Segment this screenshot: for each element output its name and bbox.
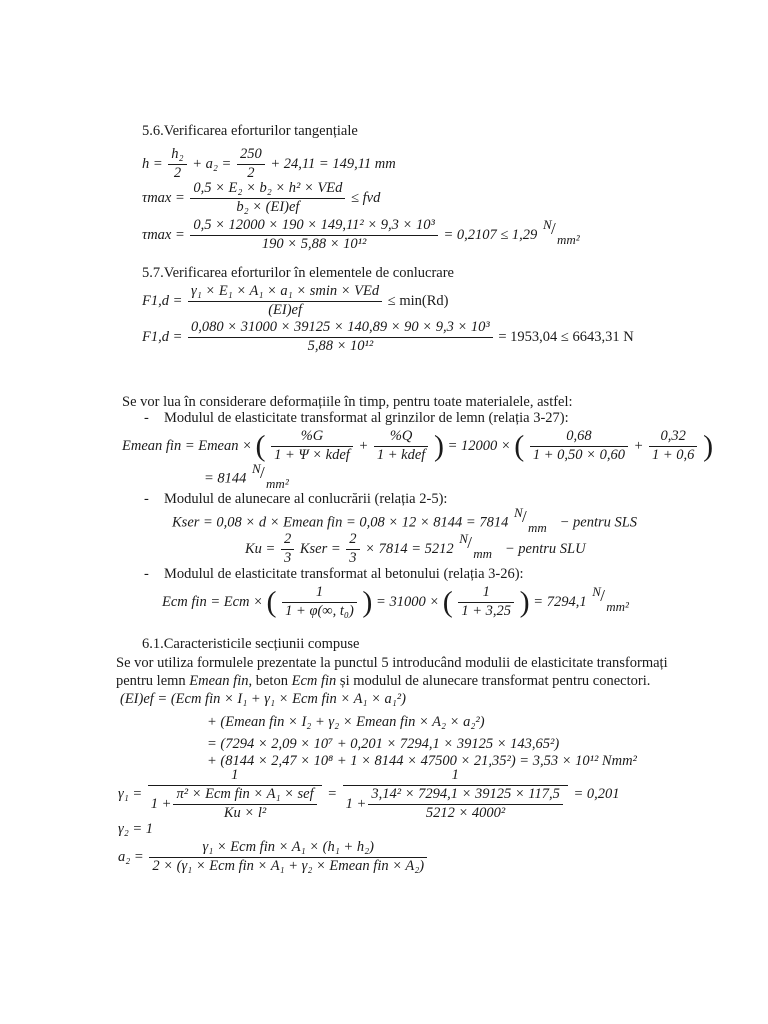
paragraph-text: și modulul de alunecare transformat pentru conectori. (339, 673, 651, 689)
fraction-denominator: 1 + 0,50 × 0,60 (530, 446, 628, 464)
formula-ecm-fin: Ecm fin = Ecm × ( $\frac{1}{\text{1 + φ(∞, t₀)}}$ ) = 31000 × ( $\frac{1}{1 + 3,25}$ ) = 7294,1 N / mm² (162, 585, 634, 620)
formula-body: Kser = 0,08 × d × Emean fin = 0,08 × 12 × 8144 = 7814 (172, 514, 509, 531)
unit-n-per-mm2: N / mm² (252, 461, 289, 491)
formula-rhs: = 0,2107 ≤ 1,29 (443, 226, 538, 243)
fraction-denominator: 2 × (γ₁ × Ecm fin × A₁ + γ₂ × Emean fin × A₂) (149, 857, 427, 875)
fraction-denominator: 1 + π² × Ecm fin × A₁ × sef Ku × l² (148, 785, 322, 822)
fraction-denominator: 1 + φ(∞, t₀) (282, 602, 357, 620)
fraction-denominator: 2 (168, 164, 186, 182)
formula-h-lhs: h = (142, 155, 163, 172)
formula-lhs: τmax = (142, 189, 185, 206)
formula-gamma1 (118, 768, 620, 822)
fraction-denominator: 1 + kdef (374, 446, 428, 464)
fraction-denominator: 1 + 0,6 (649, 446, 697, 464)
fraction-denominator: (EI)ef (188, 301, 382, 319)
fraction-numerator: 0,32 (660, 428, 686, 444)
formula-gamma2: γ₂ = 1 (118, 821, 154, 837)
formula-rhs: × 7814 = 5212 (365, 540, 454, 557)
paragraph-line-2 (116, 674, 650, 690)
formula-a2 (118, 840, 429, 875)
fraction-denominator: 190 × 5,88 × 10¹² (190, 235, 437, 253)
bullet-text-wood-modulus: Modulul de elasticitate transformat al grinzilor de lemn (relația 3-27): (164, 410, 569, 426)
paragraph-symbol: Ecm fin (291, 673, 337, 689)
fraction-numerator: 2 (349, 531, 357, 547)
deformation-intro: Se vor lua în considerare deformațiile în timp, pentru toate materialele, astfel: (122, 394, 573, 410)
fraction-denominator: 1 + 3,25 (458, 602, 514, 620)
formula-lhs: F1,d = (142, 328, 183, 345)
paragraph-text: pentru lemn (116, 673, 186, 689)
formula-lhs: F1,d = (142, 292, 183, 309)
formula-ku (245, 532, 586, 567)
fraction (188, 284, 382, 319)
fraction (148, 768, 322, 822)
formula-ei-line-1: (EI)ef = (Ecm fin × I₁ + γ₁ × Ecm fin × A₁ × a₁²) (120, 691, 406, 707)
fraction (368, 787, 563, 822)
formula-f1d-numeric (142, 320, 634, 355)
formula-emean-result (204, 461, 294, 491)
formula-emean-fin: Emean fin = Emean × ( %G 1 + Ψ × kdef + %Q 1 + kdef ) = 12000 × ( $\frac{0,68}{1 + 0,50 \times 0,60}$ + $\frac{0,32}{1 + 0,6}$ ) (122, 428, 714, 463)
formula-rhs: ≤ min(Rd) (387, 292, 449, 309)
formula-rhs: = 0,201 (573, 786, 620, 803)
fraction (271, 429, 353, 464)
formula-lhs: τmax = (142, 226, 185, 243)
formula-lhs: γ₁ = (118, 786, 143, 803)
formula-ei-line-4: + (8144 × 2,47 × 10⁸ + 1 × 8144 × 47500 × 21,35²) = 3,53 × 10¹² Nmm² (207, 753, 637, 769)
formula-f1d-general (142, 284, 449, 319)
fraction (281, 532, 294, 567)
fraction (188, 320, 493, 355)
formula-rhs: = 1953,04 ≤ 6643,31 N (498, 328, 634, 345)
fraction-numerator: 0,5 × 12000 × 190 × 149,11² × 9,3 × 10³ (193, 217, 435, 233)
unit-n-per-mm: N / mm (513, 505, 547, 535)
fraction (173, 787, 316, 822)
formula-kser (172, 505, 638, 535)
fraction (458, 585, 514, 620)
bullet-text-slip-modulus: Modulul de alunecare al conlucrării (relația 2-5): (164, 491, 448, 507)
paragraph-symbol: Emean fin (189, 673, 249, 689)
fraction-denominator: 1 + $\frac{\text{3,14² × 7294,1 × 39125 × 117,5}}{\text{5212 × 4000²}}$ (343, 785, 568, 822)
fraction (190, 218, 437, 253)
fraction-numerator: γ₁ × E₁ × A₁ × a₁ × smin × VEd (191, 283, 380, 299)
bullet-dash: - (144, 566, 149, 582)
fraction (168, 147, 186, 182)
fraction-numerator: π² × Ecm fin × A₁ × sef (176, 785, 314, 802)
fraction-denominator: 2 (237, 164, 265, 182)
fraction-numerator: 1 (315, 584, 324, 600)
paragraph-line-1: Se vor utiliza formulele prezentate la punctul 5 introducând modulii de elasticitate transformați (116, 655, 668, 671)
fraction-denominator: 3 (346, 549, 359, 567)
formula-h (142, 147, 396, 182)
fraction-numerator: %Q (389, 428, 413, 444)
fraction-numerator: 1 (451, 767, 459, 783)
formula-h-rhs: + 24,11 = 149,11 mm (270, 155, 396, 172)
fraction-denominator: 1 + Ψ × kdef (271, 446, 353, 464)
fraction-numerator: h₂ (171, 146, 184, 162)
section-5-6-heading: 5.6.Verificarea eforturilor tangențiale (142, 123, 358, 139)
formula-mid: Kser = (299, 540, 341, 557)
unit-n-per-mm: N / mm (459, 531, 493, 562)
fraction-numerator: 0,080 × 31000 × 39125 × 140,89 × 90 × 9,3 × 10³ (191, 319, 490, 335)
fraction-numerator: 3,14² × 7294,1 × 39125 × 117,5 (371, 785, 560, 802)
formula-rhs: = 7294,1 (533, 593, 587, 610)
fraction-numerator: 1 (231, 767, 239, 783)
fraction (282, 585, 357, 620)
unit-n-per-mm2: N / mm² (592, 584, 629, 615)
fraction-numerator: 0,68 (566, 428, 592, 444)
bullet-dash: - (144, 491, 149, 507)
paragraph-text: , beton (248, 673, 288, 689)
fraction-denominator: 5212 × 4000² (368, 804, 563, 822)
bullet-text-concrete-modulus: Modulul de elasticitate transformat al betonului (relația 3-26): (164, 566, 524, 582)
formula-note: − pentru SLS (559, 514, 638, 531)
fraction-denominator: 5,88 × 10¹² (188, 337, 493, 355)
fraction-denominator: b₂ × (EI)ef (190, 198, 345, 216)
fraction-numerator: %G (300, 428, 324, 444)
fraction-numerator: 2 (283, 531, 292, 547)
fraction (190, 181, 345, 216)
formula-lhs: Emean fin = Emean × (122, 437, 252, 454)
formula-tau-general (142, 181, 380, 216)
formula-lhs: Ku = (245, 540, 276, 557)
fraction-numerator: 0,5 × E₂ × b₂ × h² × VEd (193, 180, 343, 196)
fraction (346, 532, 359, 567)
fraction-numerator: γ₁ × Ecm fin × A₁ × (h₁ + h₂) (202, 839, 374, 855)
formula-ei-line-2: + (Emean fin × I₂ + γ₂ × Emean fin × A₂ × a₂²) (207, 714, 485, 730)
section-6-1-heading: 6.1.Caracteristicile secțiunii compuse (142, 636, 360, 652)
fraction-denominator: 3 (281, 549, 294, 567)
fraction (530, 429, 628, 464)
formula-result: = 8144 (204, 470, 247, 487)
bullet-dash: - (144, 410, 149, 426)
formula-mid: = 31000 × (376, 593, 440, 610)
fraction (343, 768, 568, 822)
unit-n-per-mm2: N / mm² (542, 217, 580, 248)
fraction-numerator: 250 (239, 146, 262, 162)
fraction (374, 429, 428, 464)
formula-lhs: a₂ = (118, 848, 144, 865)
formula-note: − pentru SLU (504, 540, 586, 557)
fraction (649, 429, 697, 464)
formula-tau-numeric (142, 218, 585, 253)
fraction (237, 147, 265, 182)
formula-rhs: ≤ fvd (351, 189, 381, 206)
fraction (149, 840, 427, 875)
fraction-denominator: Ku × l² (173, 804, 316, 822)
formula-mid: = (327, 786, 338, 803)
section-5-7-heading: 5.7.Verificarea eforturilor în elementele de conlucrare (142, 265, 454, 281)
formula-ei-line-3: = (7294 × 2,09 × 10⁷ + 0,201 × 7294,1 × 39125 × 143,65²) (207, 736, 560, 752)
formula-mid: = 12000 × (447, 437, 511, 454)
formula-lhs: Ecm fin = Ecm × (162, 593, 263, 610)
formula-h-mid: + a₂ = (192, 155, 232, 172)
fraction-numerator: 1 (482, 584, 490, 600)
